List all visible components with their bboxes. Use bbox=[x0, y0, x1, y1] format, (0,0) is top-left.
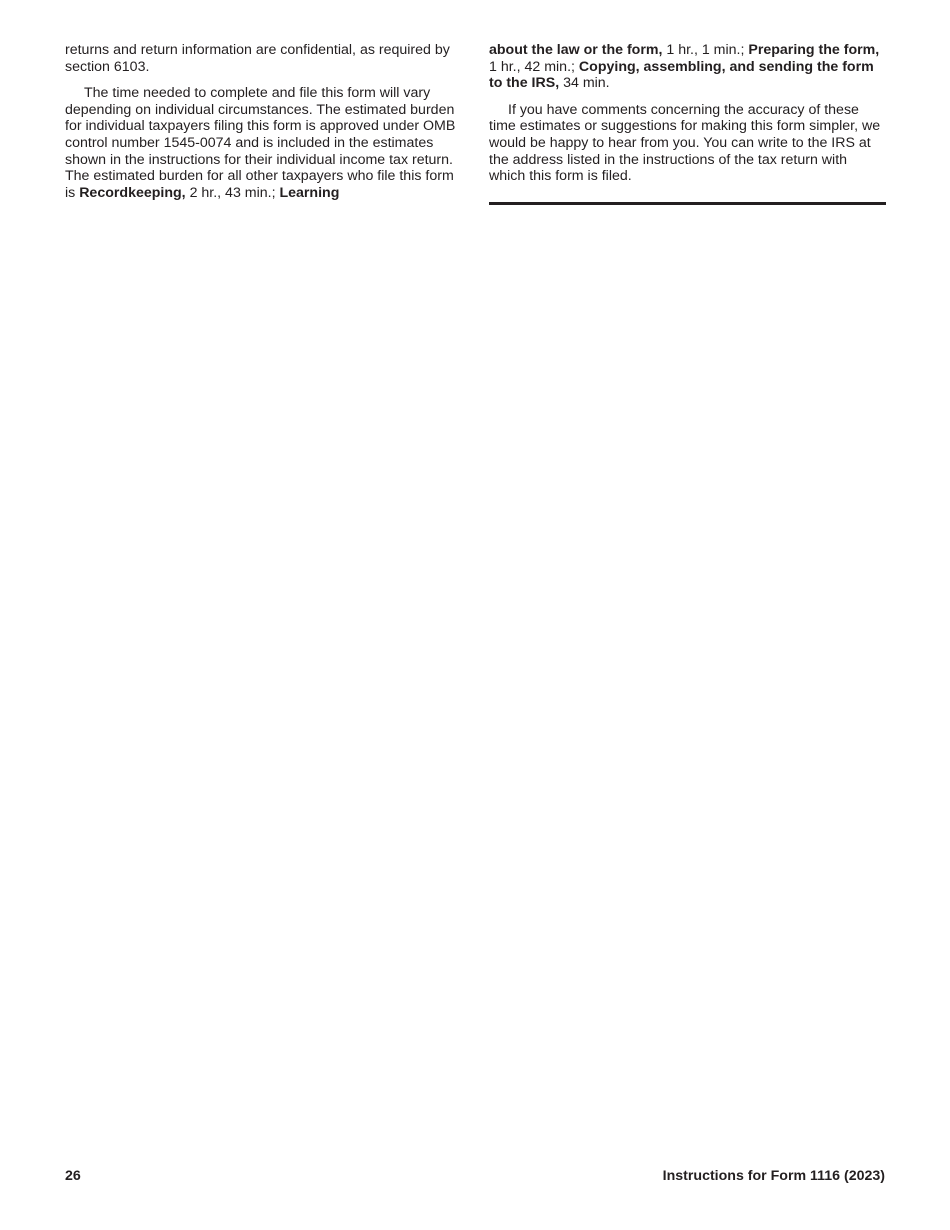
burden-paragraph bbox=[65, 85, 463, 201]
copying-value: 34 min. bbox=[559, 75, 610, 92]
end-rule-divider bbox=[489, 202, 886, 205]
comments-paragraph: If you have comments concerning the accuracy of these time estimates or suggestions for making this form simpler, we would be happy to hear from you. You can write to the IRS at the address listed in the instructions of the tax return with which this form is filed. bbox=[489, 101, 881, 185]
recordkeeping-value: 2 hr., 43 min.; bbox=[185, 184, 280, 201]
copying-label: Copying, assembling, and sending the form to the IRS, bbox=[489, 58, 874, 92]
confidentiality-paragraph: returns and return information are confidential, as required by section 6103. bbox=[65, 42, 450, 75]
preparing-label: Preparing the form, bbox=[748, 42, 880, 58]
preparing-value: 1 hr., 42 min.; bbox=[489, 58, 579, 75]
right-column bbox=[489, 42, 886, 185]
learning-label-end: about the law or the form, bbox=[489, 42, 663, 58]
learning-value: 1 hr., 1 min.; bbox=[662, 42, 749, 58]
learning-label-start: Learning bbox=[279, 184, 340, 201]
page-number: 26 bbox=[65, 1168, 81, 1184]
burden-continued-paragraph bbox=[489, 42, 886, 92]
burden-text: The time needed to complete and file this form will vary depending on individual circumstances. The estimated burden for individual taxpayers filing this form is approved under OMB control number 1545-0074 and is included in the estimates shown in the instructions for their individual income tax return. The estimated burden for all other taxpayers who file this form is bbox=[65, 85, 456, 201]
document-title: Instructions for Form 1116 (2023) bbox=[662, 1168, 885, 1184]
recordkeeping-label: Recordkeeping, bbox=[79, 184, 186, 201]
left-column bbox=[65, 42, 463, 201]
